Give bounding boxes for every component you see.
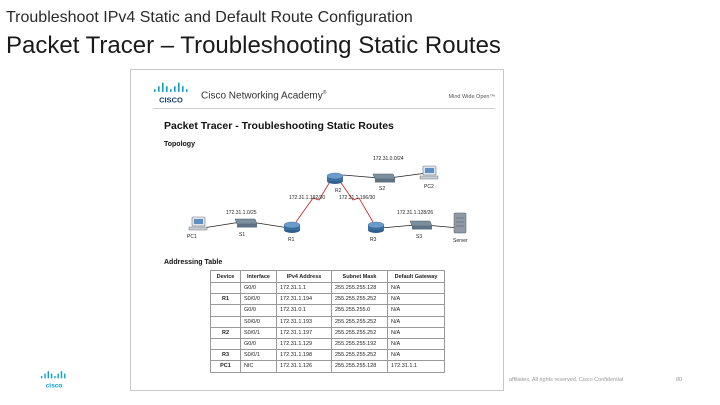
switch-icon xyxy=(373,174,395,183)
router-icon xyxy=(327,173,343,184)
ip-address-cell: 172.31.1.198 xyxy=(277,350,332,361)
gateway-cell: N/A xyxy=(388,350,445,361)
interface-cell: S0/0/0 xyxy=(241,294,277,305)
router-icon xyxy=(284,222,300,233)
column-header: Interface xyxy=(241,271,277,283)
device-cell xyxy=(211,338,241,349)
column-header: Default Gateway xyxy=(388,271,445,283)
device-cell: R3 xyxy=(211,350,241,361)
r2-label: R2 xyxy=(335,188,342,194)
r1-label: R1 xyxy=(288,237,295,243)
academy-name: Cisco Networking Academy® xyxy=(201,90,327,102)
gateway-cell: N/A xyxy=(388,316,445,327)
page-number: 80 xyxy=(676,377,683,383)
subnet-mask-cell: 255.255.255.192 xyxy=(332,338,388,349)
ip-address-cell: 172.31.0.1 xyxy=(277,305,332,316)
device-cell xyxy=(211,305,241,316)
table-header-row xyxy=(211,271,445,283)
s1-label: S1 xyxy=(239,232,246,238)
router-icon xyxy=(368,222,384,233)
table-row xyxy=(211,327,445,338)
interface-cell: G0/0 xyxy=(241,283,277,294)
column-header: Device xyxy=(211,271,241,283)
slide-subtitle: Troubleshoot IPv4 Static and Default Route Configuration xyxy=(6,9,413,26)
network-label-r2-lan: 172.31.0.0/24 xyxy=(373,156,404,162)
table-row xyxy=(211,350,445,361)
subnet-mask-cell: 255.255.255.252 xyxy=(332,350,388,361)
pc2-label: PC2 xyxy=(424,184,434,190)
network-label-r1-lan: 172.31.1.0/25 xyxy=(226,210,257,216)
addressing-table-heading: Addressing Table xyxy=(164,259,223,266)
server-icon xyxy=(454,213,466,233)
device-cell xyxy=(211,283,241,294)
ip-address-cell: 172.31.1.129 xyxy=(277,338,332,349)
cisco-footer-logo xyxy=(40,371,68,389)
link-r3-s3 xyxy=(381,225,415,228)
topology-heading: Topology xyxy=(164,141,195,148)
interface-cell: S0/0/1 xyxy=(241,327,277,338)
table-row xyxy=(211,316,445,327)
subnet-mask-cell: 255.255.255.128 xyxy=(332,361,388,372)
interface-cell: G0/0 xyxy=(241,338,277,349)
lab-document xyxy=(130,69,504,391)
s2-label: S2 xyxy=(379,186,386,192)
s3-label: S3 xyxy=(416,234,423,240)
interface-cell: S0/0/1 xyxy=(241,350,277,361)
subnet-mask-cell: 255.255.255.128 xyxy=(332,283,388,294)
network-label-r2-r3: 172.31.1.196/30 xyxy=(339,195,376,201)
subnet-mask-cell: 255.255.255.252 xyxy=(332,316,388,327)
switch-icon xyxy=(235,219,257,228)
column-header: Subnet Mask xyxy=(332,271,388,283)
device-cell: R2 xyxy=(211,327,241,338)
ip-address-cell: 172.31.1.193 xyxy=(277,316,332,327)
gateway-cell: N/A xyxy=(388,338,445,349)
pc-icon xyxy=(420,166,438,179)
link-r1-r2 xyxy=(296,180,331,222)
device-cell: PC1 xyxy=(211,361,241,372)
pc-icon xyxy=(189,217,207,230)
gateway-cell: N/A xyxy=(388,305,445,316)
ip-address-cell: 172.31.1.126 xyxy=(277,361,332,372)
ip-address-cell: 172.31.1.1 xyxy=(277,283,332,294)
copyright-notice: affiliates. All rights reserved. Cisco Confidential xyxy=(509,377,624,383)
interface-cell: S0/0/0 xyxy=(241,316,277,327)
svg-text:cisco: cisco xyxy=(45,382,63,389)
interface-cell: G0/0 xyxy=(241,305,277,316)
table-row xyxy=(211,294,445,305)
gateway-cell: N/A xyxy=(388,283,445,294)
document-title: Packet Tracer - Troubleshooting Static Routes xyxy=(164,120,394,132)
column-header: IPv4 Address xyxy=(277,271,332,283)
pc1-label: PC1 xyxy=(187,234,197,240)
serial-links xyxy=(296,180,376,222)
addressing-table xyxy=(210,270,445,373)
subnet-mask-cell: 255.255.255.0 xyxy=(332,305,388,316)
gateway-cell: N/A xyxy=(388,327,445,338)
network-label-r3-lan: 172.31.1.128/26 xyxy=(397,210,434,216)
academy-tagline: Mind Wide Open™ xyxy=(448,94,495,100)
server-label: Server xyxy=(453,238,468,244)
switch-icon xyxy=(410,221,432,230)
table-row xyxy=(211,338,445,349)
link-r2-r3 xyxy=(339,180,376,222)
link-pc1-s1 xyxy=(203,222,241,228)
table-row xyxy=(211,305,445,316)
device-cell: R1 xyxy=(211,294,241,305)
subnet-mask-cell: 255.255.255.252 xyxy=(332,294,388,305)
gateway-cell: N/A xyxy=(388,294,445,305)
interface-cell: NIC xyxy=(241,361,277,372)
network-label-r1-r2: 172.31.1.192/30 xyxy=(289,195,326,201)
slide-title: Packet Tracer – Troubleshooting Static Routes xyxy=(6,32,501,59)
ip-address-cell: 172.31.1.194 xyxy=(277,294,332,305)
svg-text:CISCO: CISCO xyxy=(159,95,183,104)
gateway-cell: 172.31.1.1 xyxy=(388,361,445,372)
device-cell xyxy=(211,316,241,327)
table-row xyxy=(211,361,445,372)
table-row xyxy=(211,283,445,294)
r3-label: R3 xyxy=(370,237,377,243)
ip-address-cell: 172.31.1.197 xyxy=(277,327,332,338)
subnet-mask-cell: 255.255.255.252 xyxy=(332,327,388,338)
